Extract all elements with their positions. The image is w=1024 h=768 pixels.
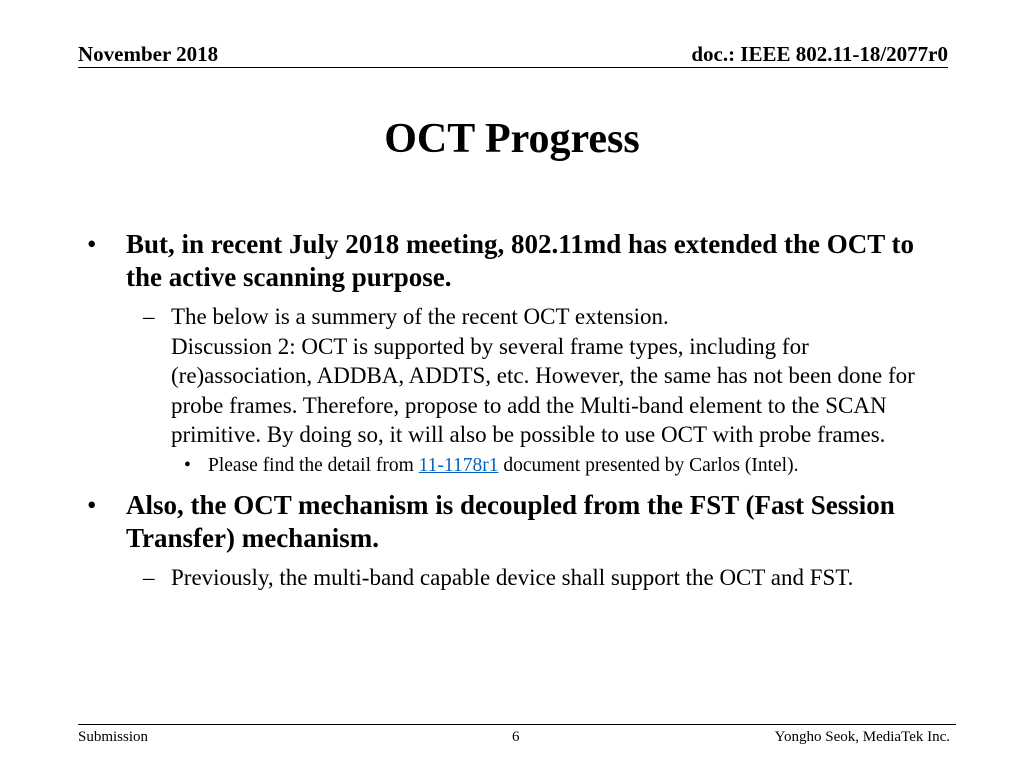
bullet-1-sub-line1: The below is a summery of the recent OCT extension.: [171, 304, 669, 329]
bullet-1: [84, 228, 944, 294]
bullet-2-sub-text: Previously, the multi-band capable device shall support the OCT and FST.: [171, 564, 854, 590]
page-number: 6: [512, 729, 520, 745]
footer-submission: Submission: [78, 729, 149, 745]
header-doc-id: doc.: IEEE 802.11-18/2077r0: [691, 42, 948, 66]
slide-body: [84, 228, 944, 592]
header-date: November 2018: [78, 42, 219, 66]
dash-marker: –: [143, 564, 155, 590]
document-link[interactable]: 11-1178r1: [418, 454, 499, 476]
header-divider: [78, 67, 948, 68]
slide-title: OCT Progress: [384, 116, 640, 162]
bullet-2: [84, 489, 944, 555]
bullet-1-subsub: [84, 453, 944, 479]
bullet-1-text: But, in recent July 2018 meeting, 802.11md has extended the OCT to the active scanning purpose.: [126, 229, 915, 292]
bullet-1-sub: [84, 302, 944, 450]
bullet-2-text: Also, the OCT mechanism is decoupled from the FST (Fast Session Transfer) mechanism.: [126, 489, 895, 553]
subsub-suffix: document presented by Carlos (Intel).: [498, 454, 799, 476]
bullet-marker: •: [87, 229, 97, 259]
bullet-1-sub-discussion: Discussion 2: OCT is supported by several frame types, including for (re)association, ADDBA, ADDTS, etc. However, the same has not been done for probe frames. Therefore, propose to add the Multi-band element to the SCAN primitive. By doing so, it will also be possible to use OCT with probe frames.: [171, 333, 915, 447]
dash-marker: –: [143, 304, 155, 329]
subsub-prefix: Please find the detail from: [208, 454, 419, 476]
bullet-marker: •: [184, 454, 191, 476]
footer-author: Yongho Seok, MediaTek Inc.: [774, 729, 950, 745]
bullet-2-sub: [84, 563, 944, 593]
bullet-marker: •: [87, 489, 97, 520]
footer-divider: [78, 724, 956, 725]
